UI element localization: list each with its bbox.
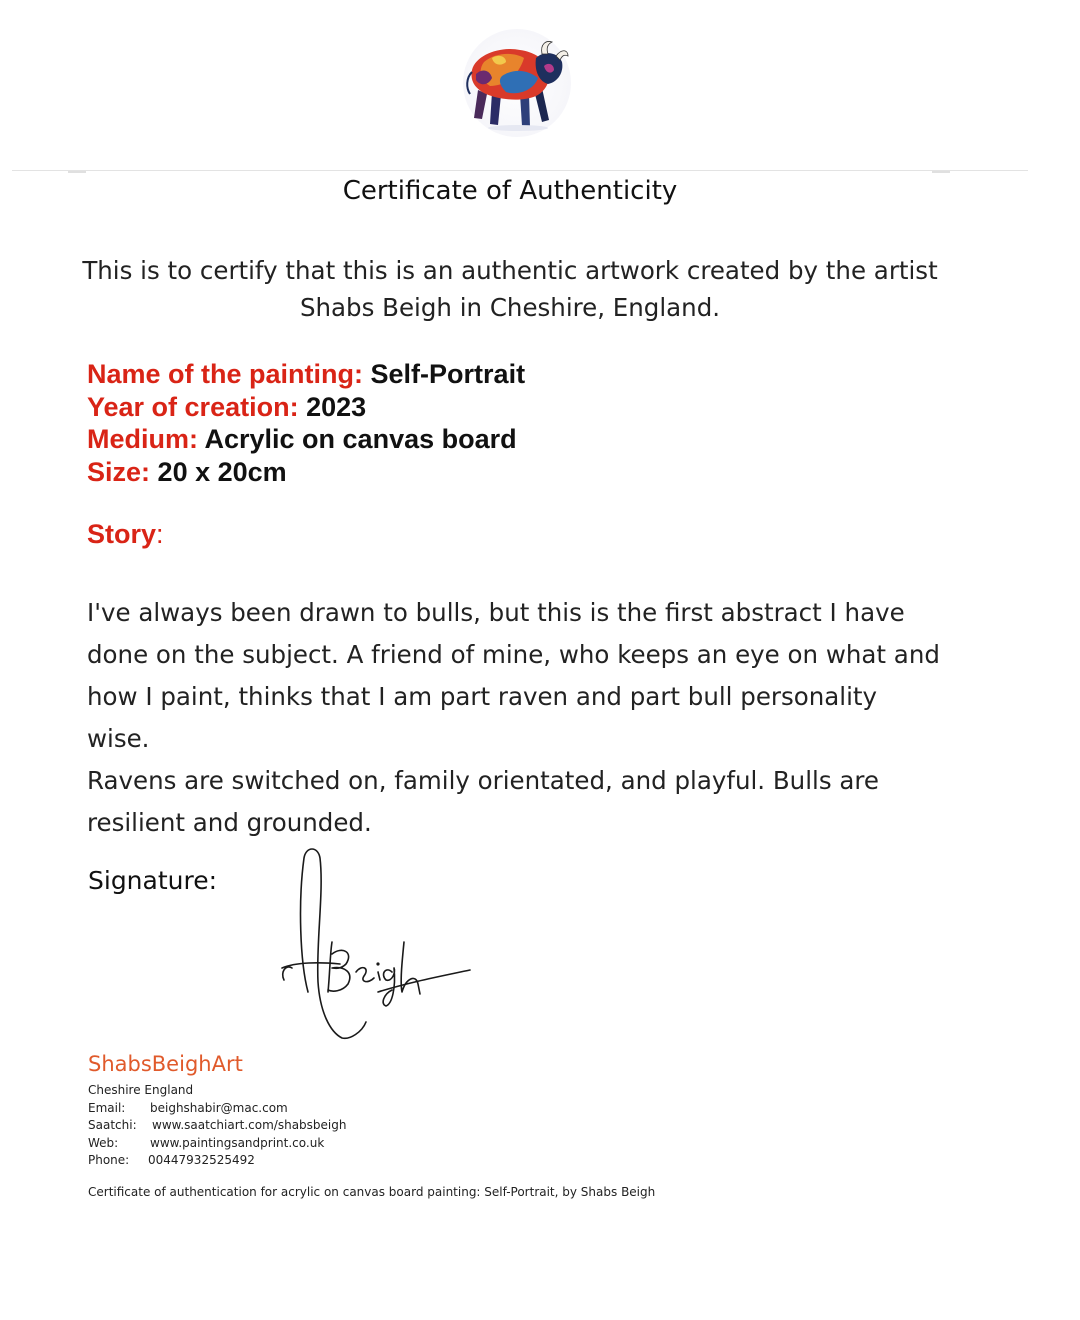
web-row: [88, 1135, 346, 1153]
email-label: Email:: [88, 1100, 126, 1115]
medium-label: Medium:: [87, 424, 198, 454]
painting-name-row: [87, 358, 525, 391]
phone-row: [88, 1152, 346, 1170]
header-divider: [12, 170, 1028, 171]
size-row: [87, 456, 525, 489]
medium-row: [87, 423, 525, 456]
story-line: resilient and grounded.: [87, 808, 372, 837]
painting-name-separator: :: [354, 359, 364, 389]
email-row: [88, 1100, 346, 1118]
saatchi-label: Saatchi:: [88, 1118, 137, 1132]
story-line: Ravens are switched on, family orientated, and playful. Bulls are: [87, 766, 879, 795]
painting-name-value: Self-Portrait: [370, 359, 526, 389]
certification-statement: [60, 252, 960, 326]
medium-value: Acrylic on canvas board: [204, 424, 517, 454]
saatchi-link[interactable]: www.saatchiart.com/shabsbeigh: [152, 1118, 347, 1132]
contact-block: [88, 1082, 346, 1170]
year-row: [87, 391, 525, 424]
bull-painting-icon: [462, 28, 572, 138]
web-link[interactable]: www.paintingsandprint.co.uk: [150, 1135, 325, 1150]
size-label: Size: [87, 456, 142, 487]
size-value: 20 x 20cm: [157, 456, 287, 487]
story-text: [87, 592, 947, 844]
web-label: Web:: [88, 1135, 119, 1150]
saatchi-row: [88, 1117, 346, 1135]
email-link[interactable]: beighshabir@mac.com: [150, 1100, 288, 1115]
story-line: done on the subject. A friend of mine, who keeps an eye on what and: [87, 640, 940, 669]
brand-name: ShabsBeighArt: [88, 1052, 243, 1076]
story-label: Story: [87, 519, 157, 549]
artwork-details: [87, 358, 525, 488]
footer-note: Certificate of authentication for acrylic on canvas board painting: Self-Portrait, by Shabs Beigh: [88, 1185, 656, 1199]
certificate-title: Certificate of Authenticity: [342, 176, 678, 206]
year-label: Year of creation: [87, 391, 290, 422]
phone-label: Phone:: [88, 1153, 130, 1167]
header-marker-left: [68, 171, 86, 173]
story-separator: :: [156, 519, 164, 549]
certification-line-2: Shabs Beigh in Cheshire, England.: [299, 293, 721, 322]
size-separator: :: [141, 456, 151, 487]
header-marker-right: [932, 171, 950, 173]
location-text: Cheshire England: [88, 1083, 194, 1097]
certification-line-1: This is to certify that this is an authentic artwork created by the artist: [82, 256, 938, 285]
painting-name-label: Name of the painting: [87, 359, 355, 389]
year-value: 2023: [306, 391, 367, 422]
signature-label: Signature:: [88, 866, 218, 895]
year-separator: :: [289, 391, 299, 422]
phone-value: 00447932525492: [148, 1153, 255, 1167]
story-line: how I paint, thinks that I am part raven and part bull personality wise.: [87, 682, 877, 753]
story-line: I've always been drawn to bulls, but this is the first abstract I have: [87, 598, 905, 627]
story-heading: [87, 519, 164, 550]
handwritten-signature: [270, 842, 480, 1047]
